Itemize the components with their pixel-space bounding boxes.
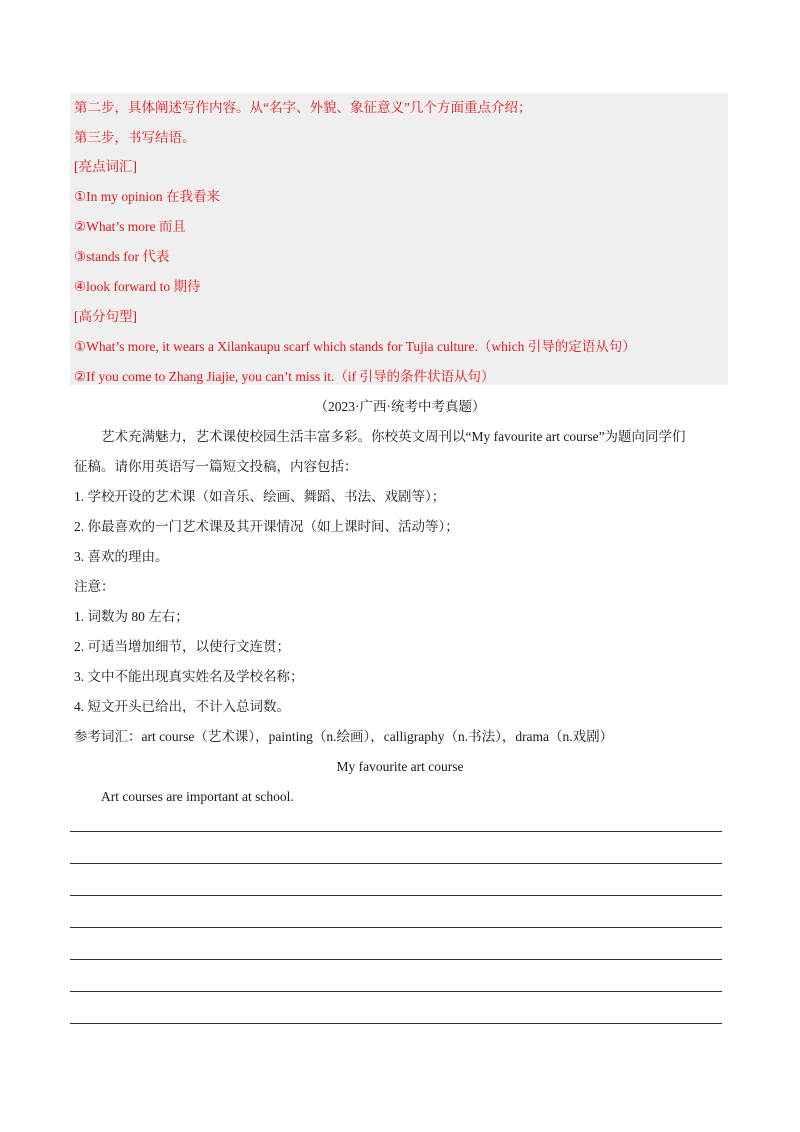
writing-line[interactable] (70, 927, 722, 928)
writing-line[interactable] (70, 863, 722, 864)
answer-step-3: 第三步，书写结语。 (74, 130, 196, 145)
writing-line[interactable] (70, 1023, 722, 1024)
prompt-text: 艺术充满魅力，艺术课使校园生活丰富多彩。你校英文周刊以“My favourite art course”为题向同学们 (101, 429, 686, 444)
essay-title: My favourite art course (336, 759, 464, 774)
vocab-item: ①In my opinion 在我看来 (74, 189, 220, 204)
reference-words: 参考词汇：art course（艺术课），painting（n.绘画），calligraphy（n.书法），drama（n.戏剧） (74, 729, 614, 744)
note-item: 1. 词数为 80 左右； (74, 609, 189, 624)
vocab-item: ③stands for 代表 (74, 249, 170, 264)
vocab-item: ②What’s more 而且 (74, 219, 186, 234)
note-item: 2. 可适当增加细节，以使行文连贯； (74, 639, 290, 654)
essay-opening: Art courses are important at school. (101, 789, 294, 804)
writing-line[interactable] (70, 959, 722, 960)
writing-line[interactable] (70, 831, 722, 832)
sentence-heading: [高分句型] (74, 309, 137, 324)
vocab-item: ④look forward to 期待 (74, 279, 201, 294)
content-point: 2. 你最喜欢的一门艺术课及其开课情况（如上课时间、活动等）； (74, 519, 459, 534)
writing-line[interactable] (70, 991, 722, 992)
vocab-heading: [亮点词汇] (74, 159, 137, 174)
note-item: 4. 短文开头已给出，不计入总词数。 (74, 699, 290, 714)
note-heading: 注意： (74, 579, 115, 594)
question-source: （2023·广西·统考中考真题） (314, 399, 486, 414)
sentence-item: ①What’s more, it wears a Xilankaupu scarf which stands for Tujia culture.（which 引导的定语从句） (74, 339, 636, 354)
note-item: 3. 文中不能出现真实姓名及学校名称； (74, 669, 304, 684)
prompt-text: 征稿。请你用英语写一篇短文投稿，内容包括： (74, 459, 358, 474)
content-point: 3. 喜欢的理由。 (74, 549, 169, 564)
answer-step-2: 第二步，具体阐述写作内容。从“名字、外貌、象征意义”几个方面重点介绍； (74, 100, 532, 115)
content-point: 1. 学校开设的艺术课（如音乐、绘画、舞蹈、书法、戏剧等）； (74, 489, 446, 504)
sentence-item: ②If you come to Zhang Jiajie, you can’t miss it.（if 引导的条件状语从句） (74, 369, 495, 384)
writing-line[interactable] (70, 895, 722, 896)
